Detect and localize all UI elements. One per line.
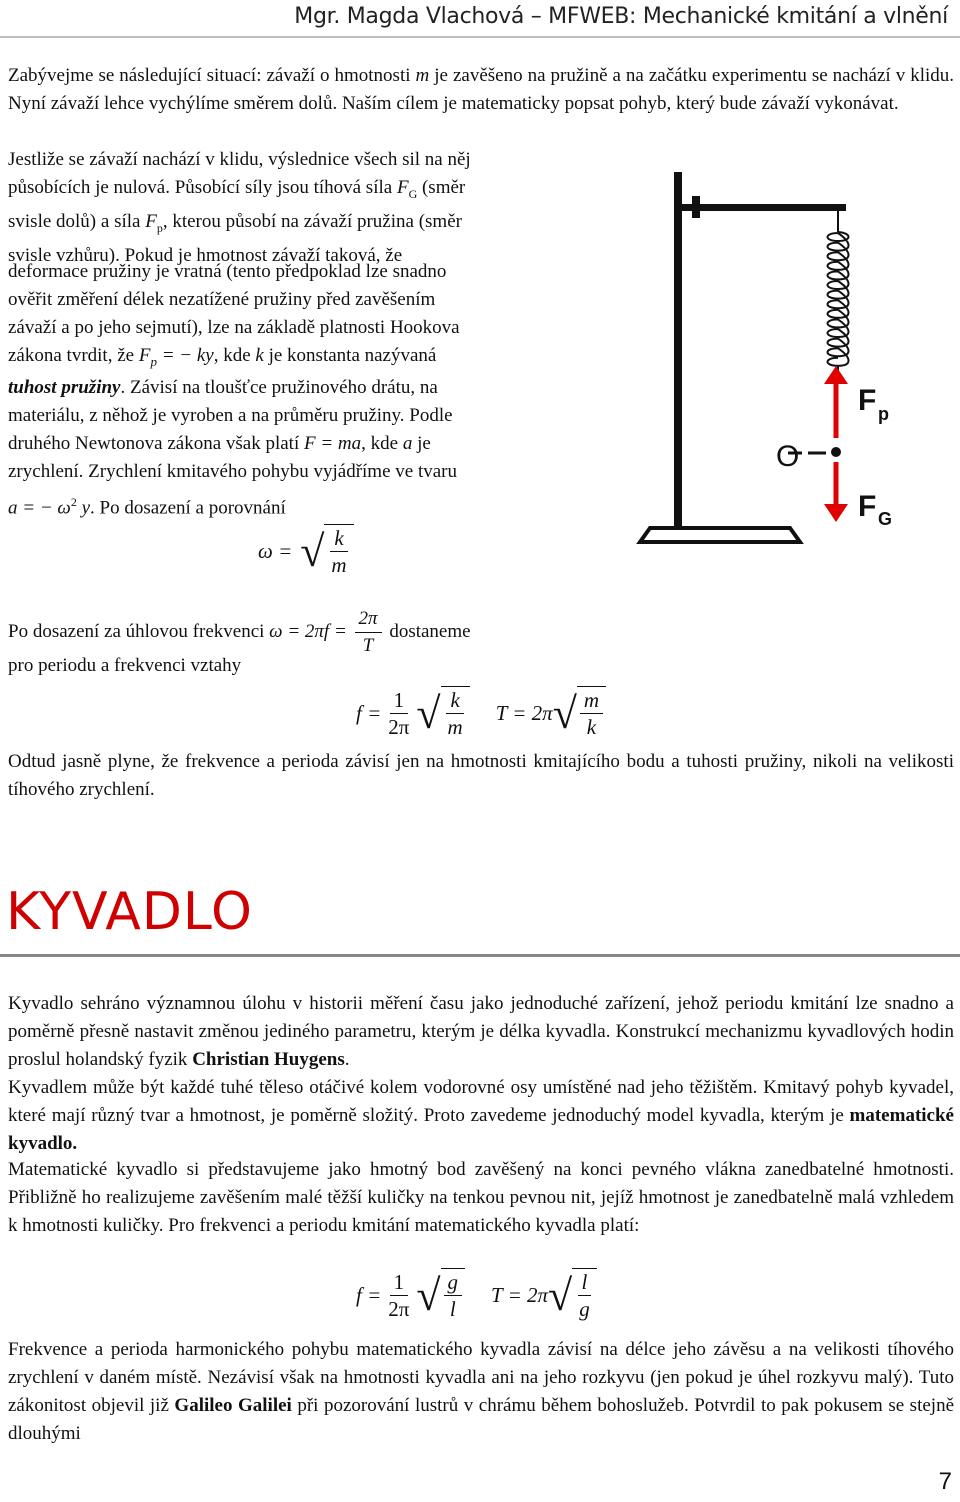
freq-line: Po dosazení za úhlovou frekvenci ω = 2πf = $\frac{2\pi}{T}$ dostaneme bbox=[8, 608, 471, 656]
stand-clamp bbox=[692, 196, 700, 218]
pendulum-paragraph-3: Matematické kyvadlo si představujeme jako hmotný bod zavěšený na konci pevného vlákna zanedbatelné hmotnosti. Přibližně ho realizujeme zavěšením malé těžší kuličky na tenkou pevnou nit, jejíž hmotnost je zanedbatelně malá vzhledem k hmotnosti kuličky. Pro frekvenci a periodu kmitání matematického kyvadla platí: bbox=[8, 1159, 954, 1236]
spring-line: ověřit změření délek nezatížené pružiny před zavěšením bbox=[8, 289, 436, 310]
spring-f-equation: f = $\frac{1}{2\pi}$ √ $\frac{k}{m}$ T = 2π √ $\frac{m}{k}$ bbox=[356, 686, 606, 740]
accel-line: a = − $\omega^2$ y. Po dosazení a porovnání bbox=[8, 495, 286, 519]
newton-line: druhého Newtonova zákona však platí F = ma, kde a je bbox=[8, 433, 431, 454]
stand-base bbox=[640, 528, 800, 542]
spring-paragraph-2: deformace pružiny je vratná (tento předpoklad lze snadno bbox=[8, 261, 447, 282]
omega-equation: ω = √ $\frac{k}{m}$ bbox=[258, 524, 354, 578]
section-rule bbox=[0, 954, 960, 957]
pendulum-t-equation: T = 2π bbox=[491, 1282, 549, 1307]
fg-label: F bbox=[858, 490, 877, 523]
origin-label: O bbox=[776, 440, 800, 473]
pendulum-paragraph-4: Frekvence a perioda harmonického pohybu matematického kyvadla závisí na délce jeho závěsu a na velikosti tíhového zrychlení v daném místě. Nezávisí však na hmotnosti kyvadla ani na jeho rozkyvu (jen pokud je úhel rozkyvu malý). Tuto zákonitost objevil již Galileo Galilei při pozorování lustrů v chrámu během bohoslužeb. Potvrdil to pak pokusem se stejně dlouhými bbox=[8, 1339, 954, 1444]
svg-text:G: G bbox=[878, 509, 893, 529]
spring-diagram bbox=[630, 170, 950, 580]
section-title: KYVADLO bbox=[6, 882, 253, 942]
spring-line: materiálu, z něhož je vyroben a na průměru pružiny. Podle bbox=[8, 405, 453, 426]
stand-pole bbox=[674, 172, 682, 542]
pendulum-f-equation: f = $\frac{1}{2\pi}$ √ $\frac{g}{l}$ T = 2π √ $\frac{l}{g}$ bbox=[356, 1268, 597, 1322]
svg-text:p: p bbox=[878, 404, 889, 424]
vztahy-line: pro periodu a frekvenci vztahy bbox=[8, 655, 242, 676]
page-number: 7 bbox=[938, 1468, 952, 1495]
header-rule bbox=[0, 36, 960, 38]
spring-line: zrychlení. Zrychlení kmitavého pohybu vyjádříme ve tvaru bbox=[8, 461, 457, 482]
tuhost-line: tuhost pružiny. Závisí na tloušťce pružinového drátu, na bbox=[8, 377, 438, 398]
spring-t-equation: T = 2π bbox=[495, 700, 553, 725]
intro-paragraph: Zabývejme se následující situací: závaží o hmotnosti m je zavěšeno na pružině a na začátku experimentu se nachází v klidu. Nyní závaží lehce vychýlíme směrem dolů. Naším cílem je matematicky popsat pohyb, který bude závaží vykonávat. bbox=[8, 65, 954, 114]
mass-point bbox=[831, 447, 841, 457]
spring-paragraph: Jestliže se závaží nachází v klidu, výslednice všech sil na něj působících je nulová. Působící síly jsou tíhová síla $F_G$ (směr svisle dolů) a síla $F_p$, kterou působí na závaží pružina (směr svisle vzhůru). Pokud je hmotnost závaží taková, že bbox=[8, 149, 471, 266]
conclusion-paragraph: Odtud jasně plyne, že frekvence a perioda závisí jen na hmotnosti kmitajícího bodu a tuhosti pružiny, nikoli na velikosti tíhového zrychlení. bbox=[8, 751, 954, 800]
spring-line: závaží a po jeho sejmutí), lze na základě platnosti Hookova bbox=[8, 317, 460, 338]
hooke-line: zákona tvrdit, že $F_p$ = − ky, kde k je konstanta nazývaná bbox=[8, 345, 437, 369]
fp-label: F bbox=[858, 384, 877, 417]
pendulum-paragraph-1: Kyvadlo sehráno významnou úlohu v historii měření času jako jednoduché zařízení, jehož periodu kmitání lze snadno a poměrně přesně nastavit změnou jediného parametru, kterým je délka kyvadla. Konstrukcí mechanizmu kyvadlových hodin proslul holandský fyzik Christian Huygens. bbox=[8, 993, 954, 1070]
spring-coil bbox=[828, 232, 849, 366]
pendulum-paragraph-2: Kyvadlem může být každé tuhé těleso otáčivé kolem vodorovné osy umístěné nad jeho těžištěm. Kmitavý pohyb kyvadel, které mají různý tvar a hmotnost, je poměrně složitý. Proto zavedeme jednoduchý model kyvadla, kterým je matematické kyvadlo. bbox=[8, 1077, 954, 1154]
page-header: Mgr. Magda Vlachová – MFWEB: Mechanické kmitání a vlnění bbox=[294, 4, 948, 29]
